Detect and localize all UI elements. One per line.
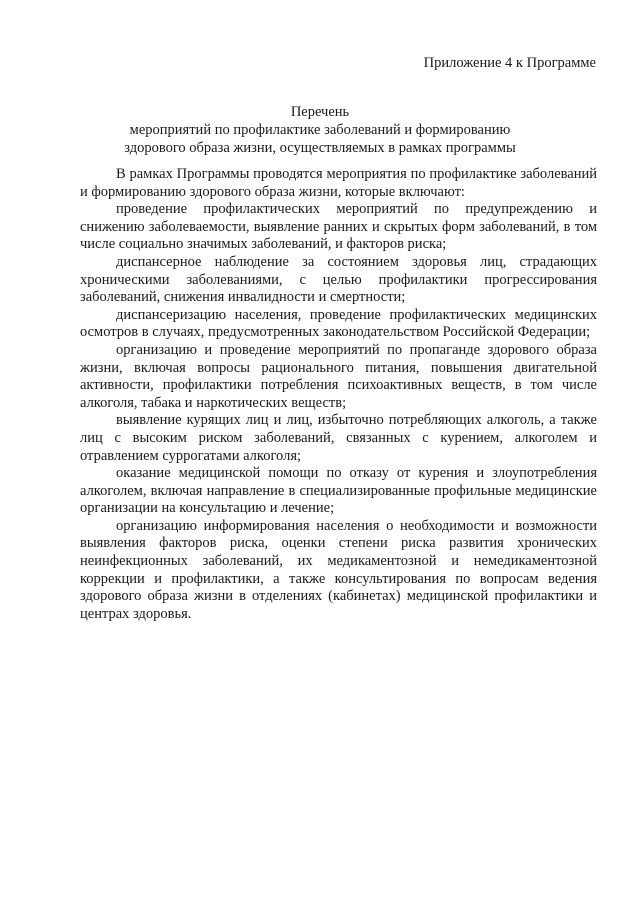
paragraph-item-6: оказание медицинской помощи по отказу от курения и злоупотребления алкоголем, включая направление в специализированные профильные медицинские организации на консультацию и лечение; — [80, 465, 597, 517]
title-line-1: Перечень — [290, 104, 350, 120]
title-line-3: здорового образа жизни, осуществляемых в рамках программы — [124, 140, 516, 156]
paragraph-item-2: диспансерное наблюдение за состоянием здоровья лиц, страдающих хроническими заболеваниями, с целью профилактики прогрессирования заболеваний, снижения инвалидности и смертности; — [80, 253, 597, 306]
title-line-2: мероприятий по профилактике заболеваний и формированию — [129, 122, 511, 138]
paragraph-item-3: диспансеризацию населения, проведение профилактических медицинских осмотров в случаях, предусмотренных законодательством Российской Федерации; — [80, 306, 597, 341]
annex-label: Приложение 4 к Программе — [423, 55, 596, 71]
document-title — [0, 103, 640, 157]
document-body — [80, 166, 597, 623]
paragraph-item-7: организацию информирования населения о необходимости и возможности выявления факторов риска, оценки степени риска развития хронических неинфекционных заболеваний, их медикаментозной и немедикаментозной коррекции и профилактики, а также консультирования по вопросам ведения здорового образа жизни в отделениях (кабинетах) медицинской профилактики и центрах здоровья. — [80, 517, 597, 622]
paragraph-item-4: организацию и проведение мероприятий по пропаганде здорового образа жизни, включая вопросы рационального питания, повышения двигательной активности, профилактики потребления психоактивных веществ, в том числе алкоголя, табака и наркотических веществ; — [80, 341, 597, 411]
paragraph-item-5: выявление курящих лиц и лиц, избыточно потребляющих алкоголь, а также лиц с высоким риском заболеваний, связанных с курением, алкоголем и отравлением суррогатами алкоголя; — [80, 412, 597, 464]
paragraph-intro: В рамках Программы проводятся мероприятия по профилактике заболеваний и формированию здорового образа жизни, которые включают: — [80, 166, 597, 200]
paragraph-item-1: проведение профилактических мероприятий по предупреждению и снижению заболеваемости, выявление ранних и скрытых форм заболеваний, в том числе социально значимых заболеваний, и факторов риска; — [80, 201, 597, 253]
